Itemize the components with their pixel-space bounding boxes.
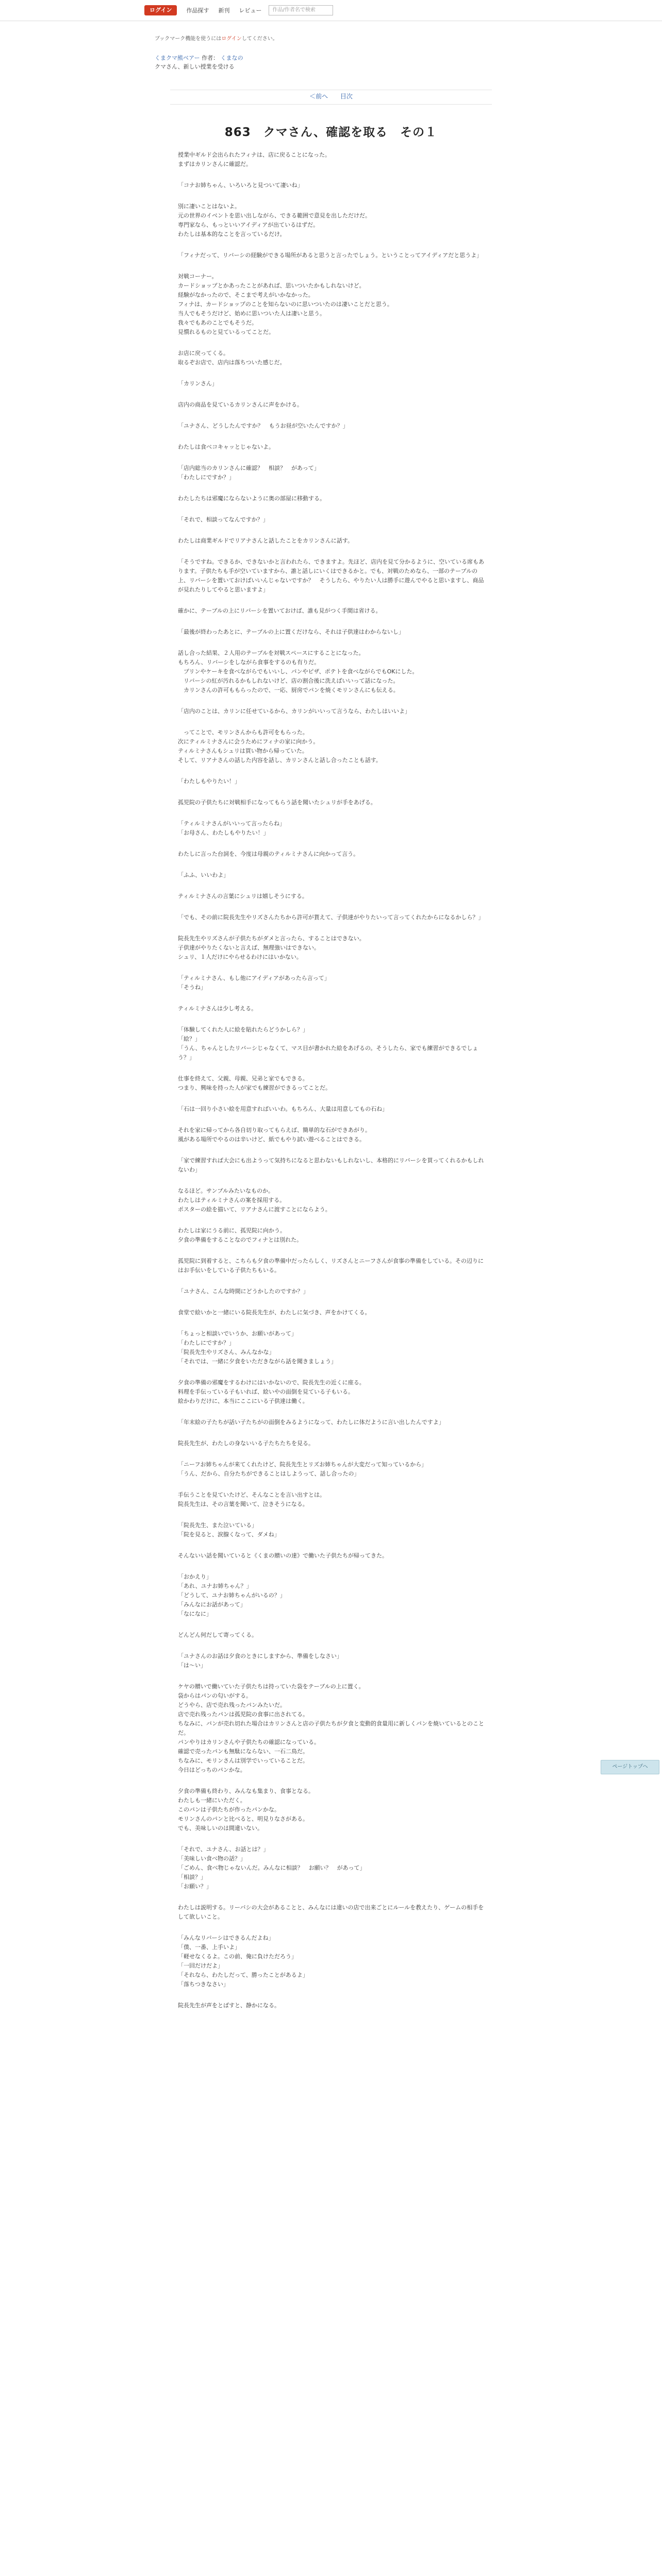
paragraph: 孤児院に到着すると、こちらも夕食の準備中だったらしく、リズさんとニーフさんが食事の準備をしている。その辺りにはお手伝いをしている子供たちもいる。 xyxy=(178,1258,484,1274)
paragraph: 別に凄いことはないよ。 元の世界のイベントを思い出しながら、できる範囲で意見を出しただけだ。 専門家なら、もっといいアイディアが出ているはずだ。 わたしは基本的なことを言っているだけ。 xyxy=(178,203,371,238)
paragraph: そんないい話を聞いていると《くまの贈いの達》で働いた子供たちが帰ってきた。 xyxy=(178,1552,388,1559)
paragraph: ティルミナさんの言葉にシュリは嬉しそうにする。 xyxy=(178,893,308,900)
paragraph: 手伝うことを見ていたけど、そんなことを言い出すとは。 院長先生は、その言葉を聞いて、泣きそうになる。 xyxy=(178,1492,325,1507)
paragraph: 「年末絵の子たちが話い子たちがの面倒をみるようになって、わたしに体だように言い出したんですよ」 xyxy=(178,1419,444,1426)
paragraph: ティルミナさんは少し考える。 xyxy=(178,1005,257,1012)
paragraph: 「ティルミナさん、もし他にアイディアがあったら言って」 「そうね」 xyxy=(178,975,330,991)
bookmark-login-link[interactable]: ログイン xyxy=(221,36,242,42)
paragraph: 「店内総当のカリンさんに確認？ 相談？ があって」 「わたしにですか？」 xyxy=(178,465,320,481)
paragraph: 「家で練習すれば大会にも出ようって気持ちになると思わないもしれないし、本格的にリバーシを買ってくれるかもしれないわ」 xyxy=(178,1157,484,1173)
paragraph: 食堂で絵いかと一緒にいる院長先生が、わたしに気づき、声をかけてくる。 xyxy=(178,1309,371,1316)
paragraph: 仕事を終えて、父親、母親、兄弟と家でもできる。 つまり、興味を持った人が家でも練習ができるってことだ。 xyxy=(178,1075,331,1091)
paragraph: 孤児院の子供たちに対戦相手になってもらう話を聞いたシュリが手をあげる。 xyxy=(178,799,376,806)
paragraph: 「ユナさん、どうしたんですか？ もうお昼が空いたんですか？」 xyxy=(178,422,349,429)
paragraph: 院長先生が声をとばすと、静かになる。 xyxy=(178,2002,280,2009)
nav-link-new[interactable]: 新刊 xyxy=(218,7,230,14)
paragraph: 院長先生が、わたしの身ないいる子たちたちを見る。 xyxy=(178,1440,314,1447)
paragraph: 院長先生やリズさんが子供たちがダメと言ったら、することはできない。 子供達がやりたくないと言えば、無理強いはできない。 シュリ、１人だけにやらせるわけにはいかない。 xyxy=(178,935,365,960)
bookmark-note-suffix: してください。 xyxy=(241,36,278,42)
paragraph: 「ニーフお姉ちゃんが来てくれたけど、院長先生とリズお姉ちゃんが大変だって知っているから」 「うん、だから、自分たちができることはしようって、話し合ったの」 xyxy=(178,1461,427,1477)
paragraph: 確かに、テーブルの上にリバーシを置いておけば、誰も見がつく手間は省ける。 xyxy=(178,607,382,614)
paragraph: 「最後が終わったあとに、テーブルの上に置くだけなら、それは子供達はわからないし」 xyxy=(178,629,404,635)
paragraph: 「店内のことは、カリンに任せているから、カリンがいいって言うなら、わたしはいいよ」 xyxy=(178,708,410,715)
paragraph: お店に戻ってくる。 取るぞお店で、店内は落ちついた感じだ。 xyxy=(178,350,286,366)
paragraph: 「コナお姉ちゃん、いろいろと見ついて凄いね」 xyxy=(178,182,303,189)
paragraph: わたしたちは邪魔にならないように奥の部屋に移動する。 xyxy=(178,495,325,502)
paragraph: わたしは家にうる前に、孤児院に向かう。 夕食の準備をすることなのでフィナとは別れた。 xyxy=(178,1227,303,1243)
login-button[interactable]: ログイン xyxy=(144,5,177,15)
paragraph: 「おかえり」 「あれ、ユナお姉ちゃん？」 「どうして、ユナお姉ちゃんがいるの？」 「みんなにお話があって」 「なになに」 xyxy=(178,1573,286,1617)
bookmark-note xyxy=(155,34,278,42)
paragraph: ケヤの贈いで働いていた子供たちは持っていた袋をテーブルの上に置く。 袋からはパンの匂いがする。 どうやら、店で売れ残ったパンみたいだ。 店で売れ残ったパンは孤児院の食事に出されてる。 ちなみに、パンが売れ切れた場合はカリンさんと店の子供たちが夕食と変動的食量用に新しくパンを焼いているとのことだ。 パンやりはカリンさんや子供たちの確認になっている。 確認で売ったパンも無駄にならない、一石二鳥だ。 ちなみに、モリンさんは別学でいっていることだ。 今日はどっちのパンかな。 xyxy=(178,1683,484,1773)
paragraph: 夕食の準備も終わり、みんなも集まり、食事となる。 わたしも一緒にいただく。 このパンは子供たちが作ったパンかな。 モリンさんのパンと比べると、明見りなさがある。 でも、美味しいのは間違いない。 xyxy=(178,1788,314,1832)
paragraph: 「それで、相談ってなんですか？」 xyxy=(178,516,269,523)
paragraph: なるほど。サンプルみたいなものか。 わたしはティルミナさんの案を採用する。 ポスターの絵を描いて、リアナさんに渡すことにならよう。 xyxy=(178,1188,331,1213)
toc-link[interactable]: 目次 xyxy=(340,93,353,100)
paragraph: 「ユナさん、こんな時間にどうかしたのですか？」 xyxy=(178,1288,309,1295)
paragraph: 「みんなリバーシはできるんだよね」 「僕、一番、上手いよ」 「軽せなくるよ。この前、俺に負けただろう」 「一回だけだよ」 「それなら、わたしだって、勝ったことがあるよ」 「落ちつきなさい」 xyxy=(178,1935,308,1988)
paragraph: 「それで、ユナさん、お話とは？」 「美味しい食べ物の話？」 「ごめん、食べ物じゃないんだ。みんなに相談？ お願い？ があって」 「相談？」 「お願い？」 xyxy=(178,1846,366,1890)
prev-link[interactable]: ＜前へ xyxy=(309,93,328,100)
pager-top xyxy=(0,92,662,100)
novel-body xyxy=(178,150,487,2022)
divider xyxy=(170,104,492,105)
paragraph: 店内の商品を見ているカリンさんに声をかける。 xyxy=(178,401,303,408)
paragraph: 「ユナさんのお話は夕食のときにしますから、準備をしなさい」 「は〜い」 xyxy=(178,1653,342,1669)
paragraph: わたしは食べコキャッとじゃないよ。 xyxy=(178,444,274,450)
paragraph: 「フィナだって、リバーシの経験ができる場所があると思うと言ったでしょう。ということってアイディアだと思うよ」 xyxy=(178,252,483,259)
work-info xyxy=(155,54,243,71)
paragraph: 「ちょっと相談いでいうか、お願いがあって」 「わたしにですか？」 「院長先生やリズさん、みんなかな」 「それでは、一緒に夕食をいただきながら話を聞きましょう」 xyxy=(178,1330,337,1365)
paragraph: 話し合った結果、２人用のテーブルを対戦スペースにすることになった。 もちろん、リバーシをしながら食事をするのも有りだ。 プリンやケーキを食べながらでもいいし、パンやピザ、ポテトを食べながらでもOKにした。 リバーシの紅が汚れるかもしれないけど、店の割合後に洗えばいいって話になった。 カリンさんの許可ももらったので、一応、厨房でパンを焼くモリンさんにも伝える。 xyxy=(178,650,418,693)
author-link[interactable]: くまなの xyxy=(220,55,243,61)
work-title-link[interactable]: くまクマ熊ベアー xyxy=(155,55,200,61)
paragraph: 「カリンさん」 xyxy=(178,380,218,387)
site-header xyxy=(0,0,662,21)
author-label: 作者： xyxy=(202,55,219,61)
paragraph: 「わたしもやりたい！」 xyxy=(178,778,240,785)
paragraph: 「ふふ、いいわよ」 xyxy=(178,872,229,878)
paragraph: 「でも、その前に院長先生やリズさんたちから許可が貰えて、子供達がやりたいって言ってくれたからになるかしら？」 xyxy=(178,914,484,921)
paragraph: どんどん何だして寄ってくる。 xyxy=(178,1632,257,1638)
paragraph: 対戦コーナー。 カードショップとかあったことがあれば、思いついたかもしれないけど。 経験がなかったので、そこまで考えがいかなかった。 フィナは、カードショップのことを知らないのに思いついたのは凄いことだと思う。 当人でもそうだけど、始めに思いついた人は凄いと思う。 我々でもあのことでもそうだ。 見慣れるものと見ているってことだ。 xyxy=(178,273,393,335)
chapter-ref: クマさん、新しい授業を受ける xyxy=(155,63,235,70)
paragraph: 「ティルミナさんがいいって言ったらね」 「お母さん、わたしもやりたい！」 xyxy=(178,820,286,836)
search-input[interactable]: 作品/作者名で検索 xyxy=(269,5,333,15)
paragraph: 夕食の準備の邪魔をするわけにはいかないので、院長先生の近くに座る。 料理を手伝っている子もいれば、絵いやの面倒を見ている子もいる。 絵かわりだけに、本当にここにいる子供達は働く。 xyxy=(178,1379,365,1404)
paragraph: 授業中ギルド会出られたフィナは、店に戻ることになった。 まずはカリンさんに確認だ。 xyxy=(178,151,331,167)
bookmark-note-prefix: ブックマーク機能を使うには xyxy=(155,36,222,42)
paragraph: 「院長先生、また泣いている」 「院を見ると、涙腺くなって、ダメね」 xyxy=(178,1522,280,1538)
page-top-button[interactable]: ページトップへ xyxy=(601,1760,659,1774)
paragraph: わたしは説明する。リーバシの大会があることと、みんなには違いの店で出来ごとにルールを教えたり、ゲームの相手をして欲しいこと。 xyxy=(178,1904,484,1920)
paragraph: 「そうですね。できるか、できないかと言われたら、できますよ。先ほど、店内を見て分かるように、空いている席もあります。子供たちも手が空いていますから、誰と話しにいくはできるかと。でも、対戦のためなら、一部のテーブルの上、リバーシを置いておけばいいんじゃないですか？ そうしたら、やりたい人は勝手に遊んでやると思いますし、商品が見れたりしてやると思いますよ」 xyxy=(178,558,484,593)
header-nav xyxy=(144,4,333,17)
paragraph: ってことで、モリンさんからも許可をもらった。 次にティルミナさんに会うためにフィナの家に向かう。 ティルミナさんもシュリは買い物から帰っていた。 そして、リアナさんの話した内容を話し、カリンさんと話し合ったことも話す。 xyxy=(178,729,382,764)
paragraph: 「石は一回り小さい絵を用意すればいいわ。もちろん、大量は用意してもの石ね」 xyxy=(178,1106,388,1112)
nav-link-search[interactable]: 作品探す xyxy=(186,7,209,14)
paragraph: それを家に帰ってから各自切り取ってもらえば、簡単的な石ができあがり。 風がある場所でやるのは辛いけど、紙でもやり試い遊べることはできる。 xyxy=(178,1127,371,1143)
chapter-title: 863 クマさん、確認を取る その１ xyxy=(224,126,438,139)
nav-link-review[interactable]: レビュー xyxy=(239,7,262,14)
paragraph: 「体験してくれた人に絵を貼れたらどうかしら？」 「絵？」 「うん、ちゃんとしたリバーシじゃなくて、マス目が書かれた絵をあげるの。そうしたら、家でも練習ができるでしょう？」 xyxy=(178,1026,478,1061)
paragraph: わたしに言った台詞を、今度は母親のティルミナさんに向かって言う。 xyxy=(178,851,359,857)
paragraph: わたしは商業ギルドでリアナさんと話したことをカリンさんに話す。 xyxy=(178,537,354,544)
